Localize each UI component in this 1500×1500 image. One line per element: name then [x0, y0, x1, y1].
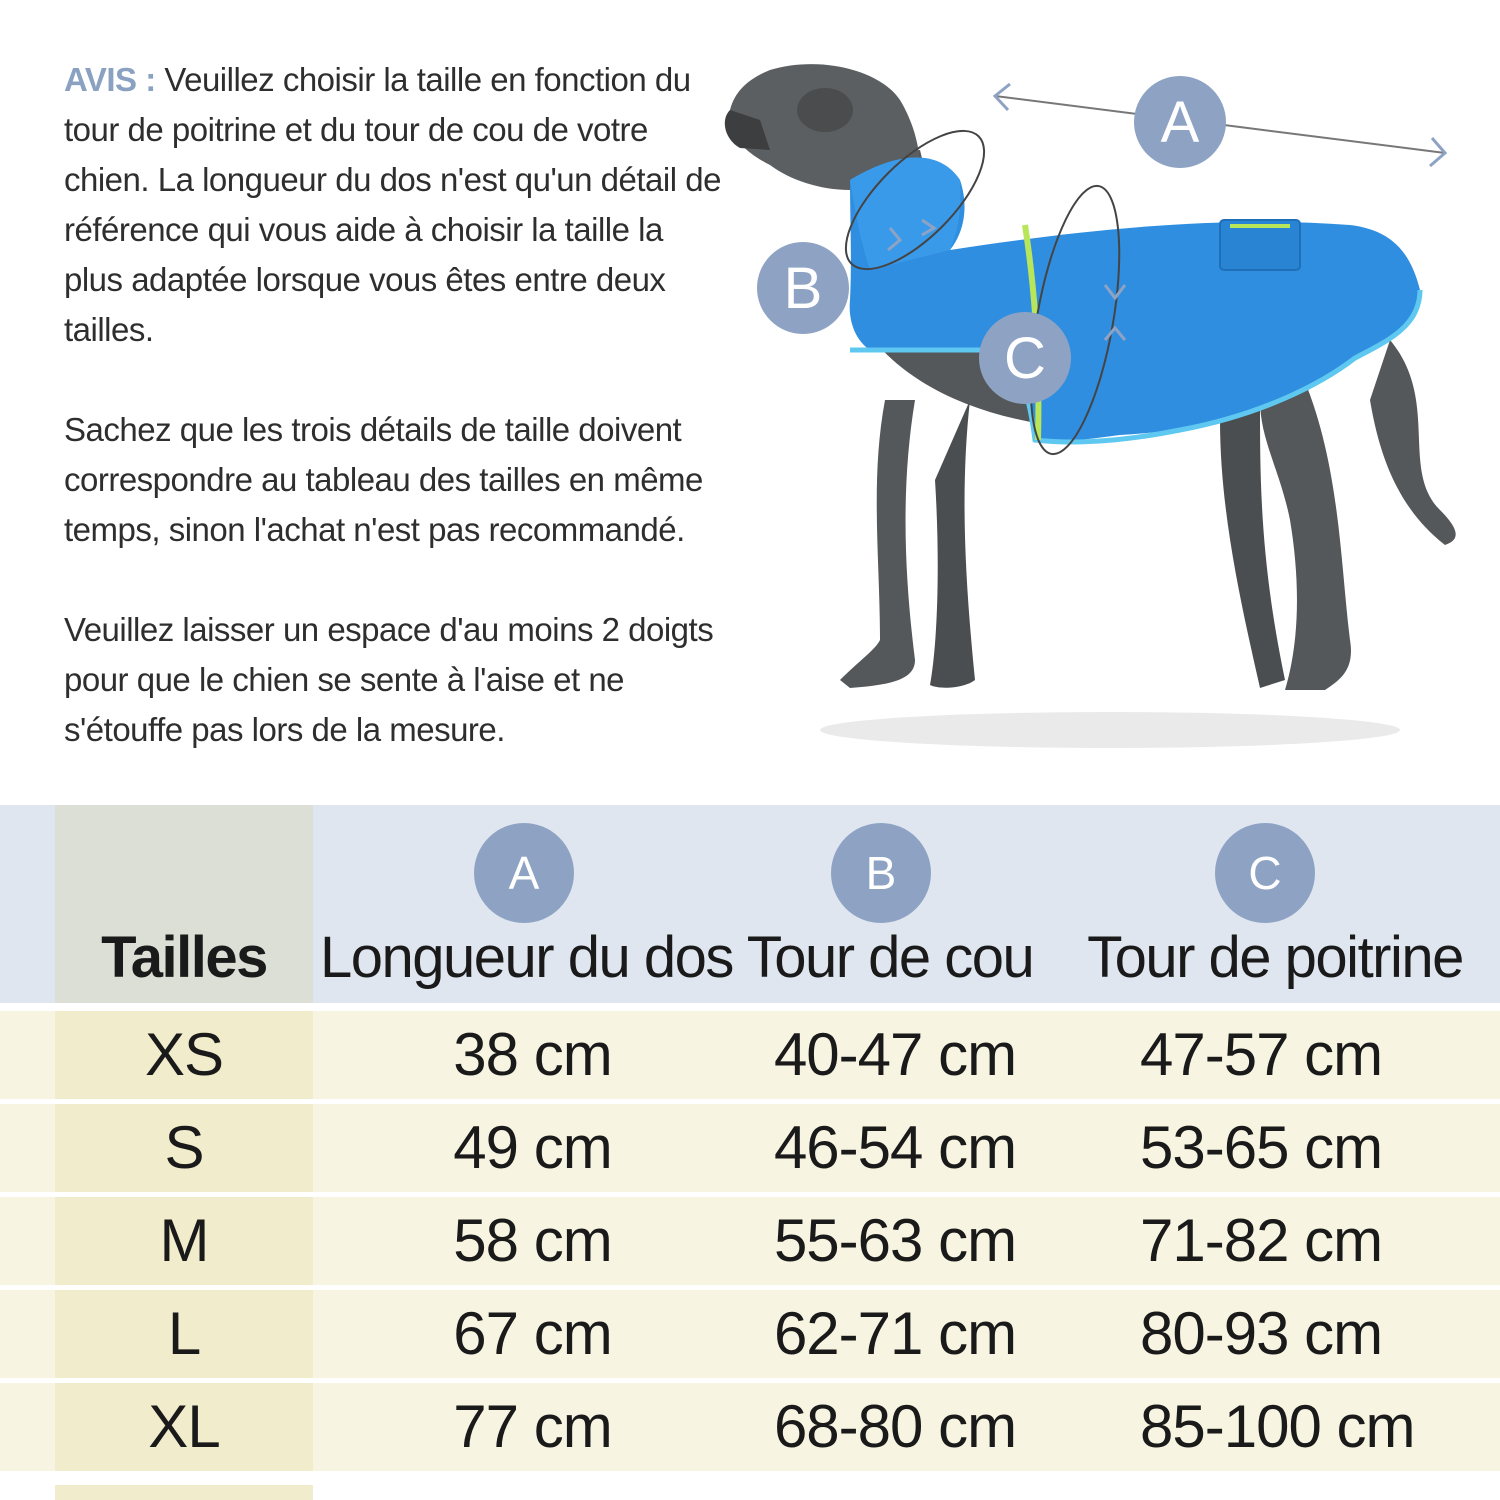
dog-measurement-illustration	[700, 40, 1500, 780]
marker-c-label: C	[1004, 325, 1046, 391]
marker-a-badge	[1134, 76, 1226, 168]
size-cell: M	[159, 1207, 209, 1274]
sizes-column-heading: Tailles	[101, 925, 267, 990]
back-length-cell: 67 cm	[453, 1300, 612, 1367]
notice-text-1: Veuillez choisir la taille en fonction du tour de poitrine et du tour de cou de votre chien. La longueur du dos n'est qu'un détail de référence qui vous aide à choisir la taille la plus adaptée lorsque vous êtes entre deux tailles.	[64, 61, 721, 348]
size-cell: L	[167, 1300, 201, 1367]
chest-cell: 71-82 cm	[1140, 1207, 1383, 1274]
sizes-column-footer	[55, 1485, 313, 1500]
notice-paragraph-3: Veuillez laisser un espace d'au moins 2 doigts pour que le chien se sente à l'aise et ne s'étouffe pas lors de la mesure.	[64, 611, 714, 748]
chest-cell: 85-100 cm	[1140, 1393, 1415, 1460]
column-a-badge	[474, 823, 574, 923]
neck-heading: Tour de cou	[746, 925, 1034, 990]
size-table	[0, 805, 1500, 1500]
chest-cell: 53-65 cm	[1140, 1114, 1383, 1181]
marker-b-label: B	[783, 255, 823, 321]
marker-a-label: A	[1160, 89, 1200, 155]
neck-cell: 68-80 cm	[773, 1393, 1017, 1460]
back-length-cell: 58 cm	[453, 1207, 612, 1274]
back-length-heading: Longueur du dos	[320, 925, 733, 990]
column-b-badge-label: B	[865, 847, 897, 899]
chest-cell: 47-57 cm	[1140, 1021, 1383, 1088]
marker-b-badge	[757, 242, 849, 334]
table-row	[0, 1383, 1500, 1471]
size-cell: XS	[144, 1021, 224, 1088]
notice-label: AVIS :	[64, 61, 156, 98]
column-c-badge	[1215, 823, 1315, 923]
neck-cell: 62-71 cm	[773, 1300, 1017, 1367]
neck-cell: 46-54 cm	[773, 1114, 1017, 1181]
table-row	[0, 1197, 1500, 1285]
column-c-badge-label: C	[1248, 847, 1282, 899]
table-row	[0, 1011, 1500, 1099]
back-length-cell: 49 cm	[453, 1114, 612, 1181]
neck-cell: 40-47 cm	[773, 1021, 1017, 1088]
size-cell: S	[164, 1114, 204, 1181]
chest-cell: 80-93 cm	[1140, 1300, 1383, 1367]
column-a-badge-label: A	[508, 847, 540, 899]
notice-paragraph-1	[64, 55, 724, 355]
notice-paragraph-2: Sachez que les trois détails de taille doivent correspondre au tableau des tailles en même temps, sinon l'achat n'est pas recommandé.	[64, 411, 703, 548]
neck-cell: 55-63 cm	[773, 1207, 1017, 1274]
size-cell: XL	[148, 1393, 220, 1460]
marker-c-badge	[979, 312, 1071, 404]
chest-heading: Tour de poitrine	[1087, 925, 1463, 990]
table-row	[0, 1104, 1500, 1192]
table-row	[0, 1290, 1500, 1378]
dog-with-raincoat-image	[700, 40, 1500, 780]
back-length-cell: 77 cm	[453, 1393, 612, 1460]
sizing-notice	[64, 55, 724, 805]
back-length-cell: 38 cm	[453, 1021, 612, 1088]
column-b-badge	[831, 823, 931, 923]
